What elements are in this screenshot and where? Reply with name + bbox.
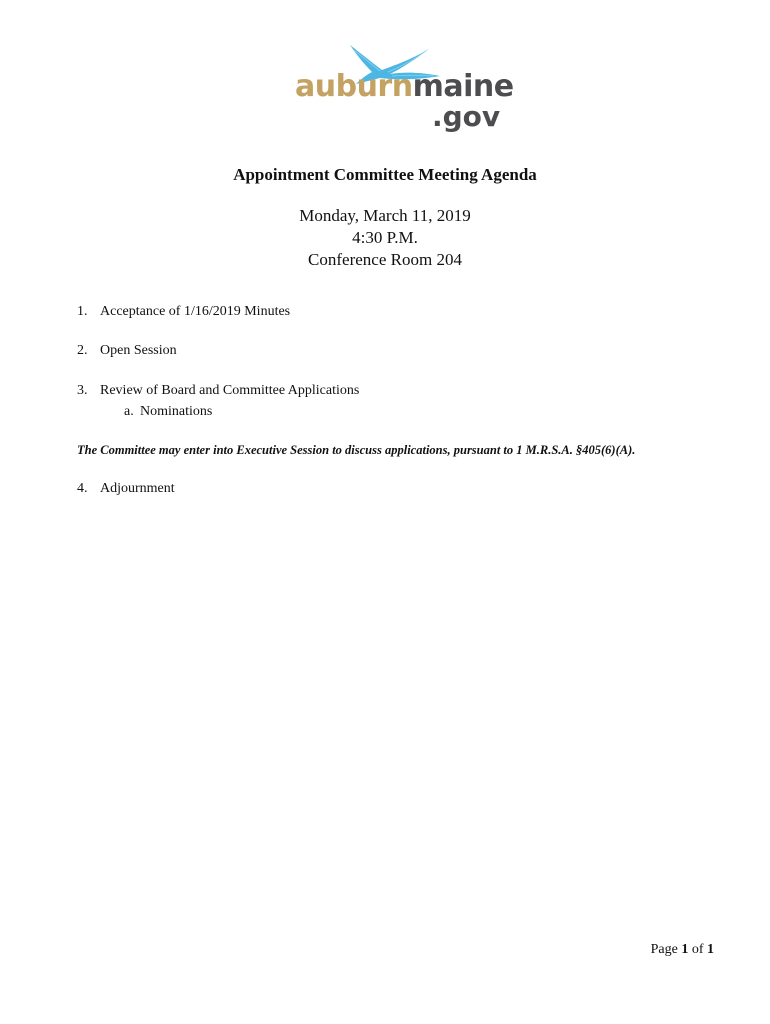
agenda-item [77, 383, 359, 399]
agenda-item [77, 304, 290, 320]
agenda-item-number: 2. [77, 343, 88, 358]
meeting-date: Monday, March 11, 2019 [299, 206, 471, 225]
meeting-time: 4:30 P.M. [352, 228, 418, 247]
page-number [651, 942, 714, 958]
agenda-subitem-text: Nominations [140, 404, 213, 419]
agenda-item-text: Open Session [100, 343, 177, 358]
meeting-location: Conference Room 204 [308, 250, 462, 269]
agenda-item-text: Acceptance of 1/16/2019 Minutes [100, 304, 291, 319]
logo-gov-text: .gov [432, 100, 501, 133]
logo-auburn-text: auburn [295, 69, 413, 104]
agenda-item-number: 3. [77, 383, 88, 398]
agenda-item [77, 481, 175, 497]
page-title: Appointment Committee Meeting Agenda [233, 165, 537, 184]
executive-session-note: The Committee may enter into Executive Session to discuss applications, pursuant to 1 M.R.S.A. §405(6)(A). [77, 443, 636, 457]
agenda-subitem [124, 404, 212, 420]
agenda-item-text: Review of Board and Committee Applications [100, 383, 360, 398]
agenda-item [77, 343, 177, 359]
agenda-item-number: 4. [77, 481, 88, 496]
page-of-label: of [691, 942, 704, 957]
page-label: Page [650, 942, 678, 957]
agenda-item-number: 1. [77, 304, 88, 319]
logo-wordmark [295, 69, 514, 104]
logo-maine-text: maine [412, 69, 514, 104]
auburnmaine-logo [292, 42, 514, 134]
page-current: 1 [681, 942, 689, 957]
agenda-subitem-letter: a. [124, 404, 134, 419]
page-total: 1 [707, 942, 714, 957]
agenda-item-text: Adjournment [100, 481, 175, 496]
